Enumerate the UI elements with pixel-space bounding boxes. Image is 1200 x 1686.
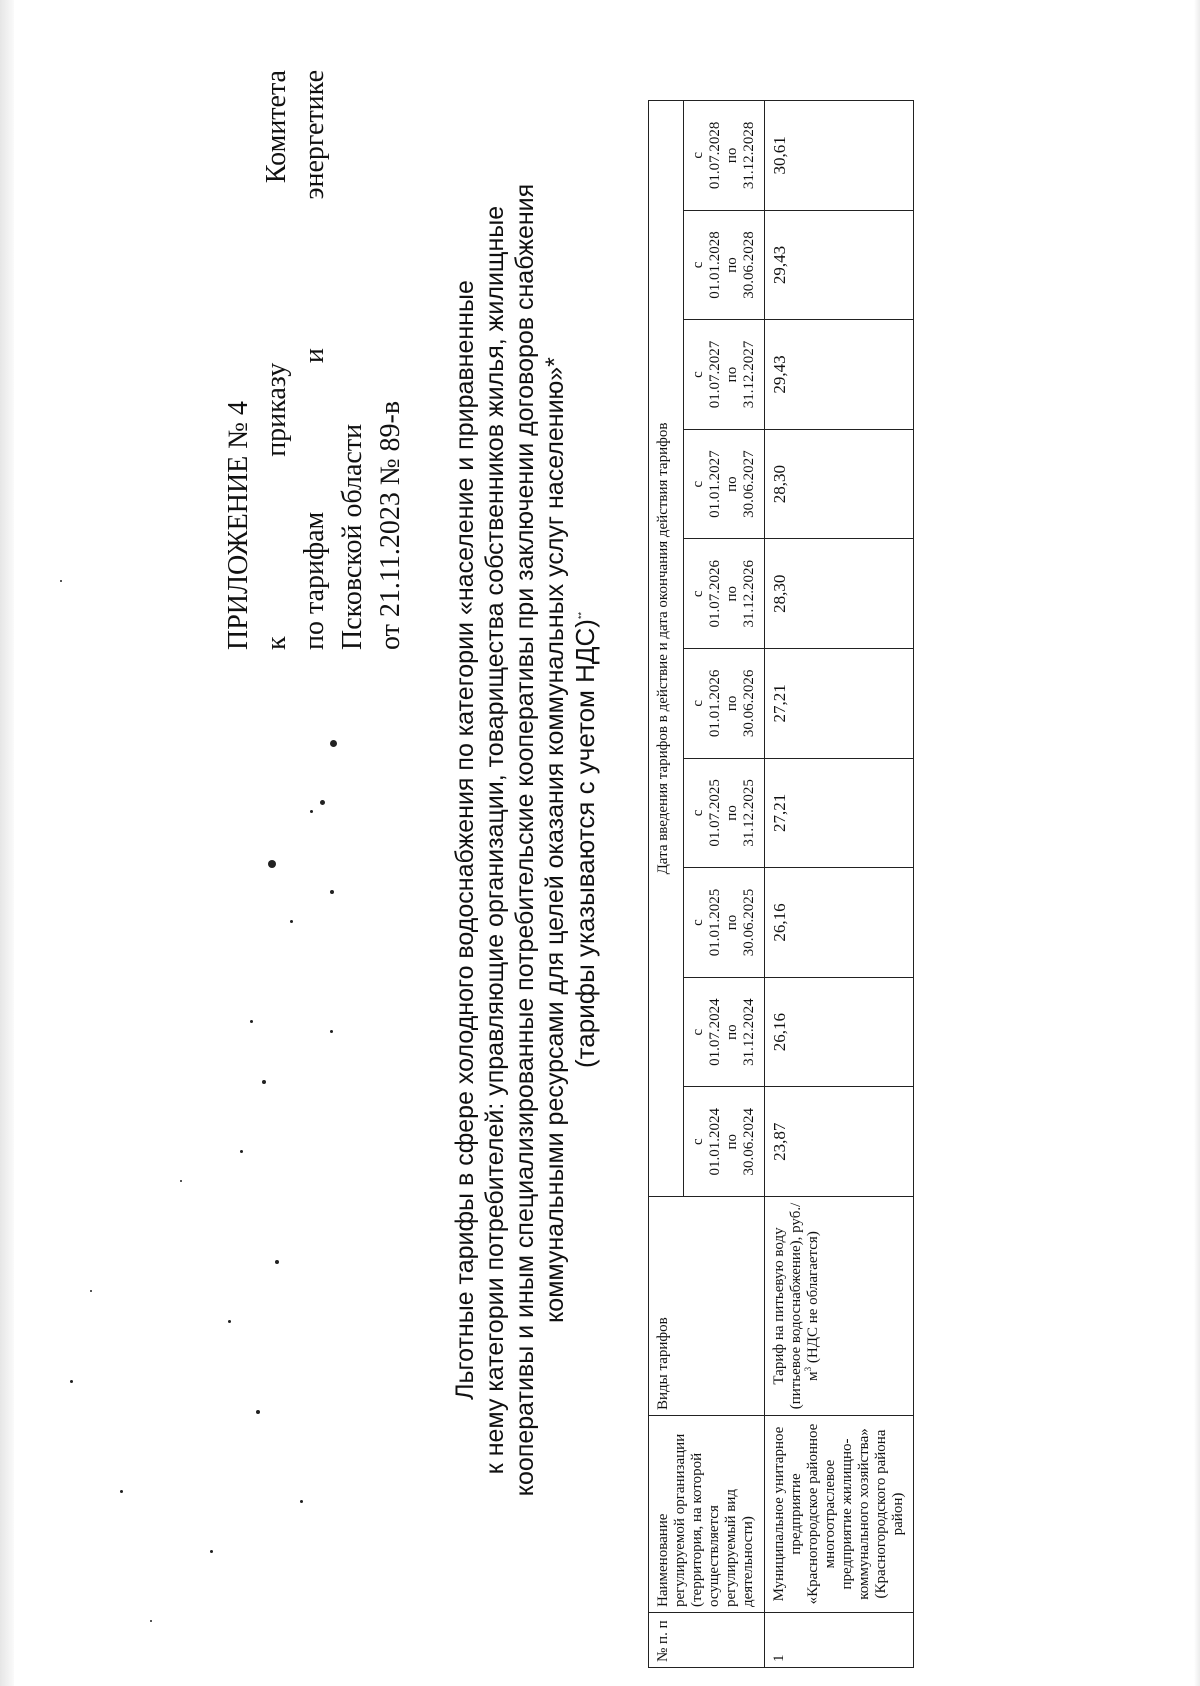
scan-speck [300, 1500, 303, 1503]
tariff-value: 28,30 [765, 539, 914, 649]
table-body [765, 101, 914, 1668]
scan-speck [275, 1260, 279, 1264]
scan-speck [210, 1550, 213, 1553]
scan-speck [60, 580, 62, 582]
vat-note-text: (тарифы указываются с учетом НДС) [570, 619, 600, 1068]
tariff-kind [765, 1197, 914, 1416]
period-from: 01.01.2027 [707, 450, 723, 518]
scan-speck [262, 1080, 266, 1084]
header-period [684, 539, 765, 649]
header-date-group: Дата введения тарифов в действие и дата окончания действия тарифов [649, 101, 684, 1197]
tariff-value: 26,16 [765, 868, 914, 978]
scan-speck [150, 1620, 152, 1622]
heading-line: кооперативы и иным специализированные потребительские кооперативы при заключении договоров снабжения [511, 183, 539, 1497]
scan-speck [90, 1290, 92, 1292]
header-period [684, 758, 765, 868]
scan-speck [228, 1320, 231, 1323]
tariff-value: 30,61 [765, 101, 914, 211]
scan-speck [290, 920, 293, 923]
period-to-word: по [724, 257, 740, 273]
period-to-word: по [724, 476, 740, 492]
tariff-value: 27,21 [765, 758, 914, 868]
table-row [765, 101, 914, 1668]
scan-speck [268, 860, 276, 868]
appendix-word: Комитета [261, 70, 292, 184]
period-to: 30.06.2024 [741, 1107, 757, 1176]
tariff-value: 29,43 [765, 320, 914, 430]
scan-speck [250, 1020, 253, 1023]
period-to-word: по [724, 914, 740, 931]
appendix-word: и [299, 348, 330, 364]
period-to-word: по [724, 695, 740, 712]
organization-name: Муниципальное унитарное предприятие «Красногородское районное многоотраслевое предприятие жилищно-коммунального хозяйства» (Красногородского района район) [765, 1416, 914, 1613]
period-to-word: по [724, 1133, 740, 1150]
vat-note-mark: ** [576, 612, 587, 620]
tariff-value: 28,30 [765, 429, 914, 539]
period-from-word: с [690, 1028, 706, 1036]
appendix-line-4: от 21.11.2023 № 89-в [375, 400, 406, 650]
period-to: 31.12.2028 [741, 121, 757, 190]
tariff-kind-vat: (НДС не облагается) [805, 1231, 821, 1367]
scan-speck [330, 1030, 333, 1033]
period-from-word: с [690, 1138, 706, 1146]
period-to-word: по [724, 1024, 740, 1040]
period-to: 31.12.2027 [741, 340, 757, 409]
period-to-word: по [724, 366, 740, 383]
rotated-page [20, 20, 1180, 1680]
header-organization: Наименование регулируемой организации (территория, на которой осуществляется регулируемый вид деятельности) [649, 1416, 765, 1613]
period-from-word: с [690, 261, 706, 269]
scan-left-edge [0, 0, 14, 1686]
period-from: 01.01.2024 [707, 1107, 723, 1176]
period-from: 01.07.2026 [707, 559, 723, 628]
header-period [684, 649, 765, 759]
period-from-word: с [690, 152, 706, 159]
period-from-word: с [690, 480, 706, 488]
scan-speck [240, 1150, 243, 1153]
heading-line: к нему категории потребителей: управляющие организации, товарищества собственников жилья, жилищные [481, 205, 509, 1475]
header-tariff-kind: Виды тарифов [649, 1197, 765, 1416]
appendix-block [220, 70, 410, 650]
scan-speck [330, 890, 334, 894]
period-to-word: по [724, 147, 740, 164]
appendix-line-2 [296, 70, 334, 650]
period-to: 30.06.2026 [741, 669, 757, 738]
scan-right-edge [1194, 0, 1200, 1686]
period-to-word: по [724, 805, 740, 821]
header-period [684, 429, 765, 539]
header-number: № п. п [649, 1613, 765, 1668]
tariff-kind-text: Тариф на питьевую воду (питьевое водоснабжение), руб./м [771, 1202, 821, 1410]
header-row-group [649, 101, 684, 1668]
period-from: 01.07.2028 [707, 121, 723, 190]
scan-speck [310, 810, 313, 813]
period-from-word: с [690, 809, 706, 817]
appendix-word: энергетике [299, 70, 330, 200]
period-to-word: по [724, 585, 740, 602]
header-period [684, 101, 765, 211]
appendix-word: к [261, 636, 292, 650]
period-to: 30.06.2027 [741, 450, 757, 518]
tariff-value: 27,21 [765, 649, 914, 759]
period-from-word: с [690, 919, 706, 926]
vat-note [570, 60, 600, 1620]
period-to: 31.12.2026 [741, 559, 757, 628]
scan-speck [256, 1410, 260, 1414]
tariff-kind-superscript: 3 [803, 1366, 813, 1372]
appendix-line-1 [258, 70, 296, 650]
period-to: 31.12.2024 [741, 998, 757, 1066]
period-from-word: с [690, 700, 706, 707]
period-from: 01.07.2027 [707, 340, 723, 409]
header-period [684, 210, 765, 320]
header-period [684, 977, 765, 1087]
period-to: 31.12.2025 [741, 779, 757, 847]
appendix-word: приказу [261, 362, 292, 457]
scan-speck [330, 740, 337, 747]
appendix-title: ПРИЛОЖЕНИЕ № 4 [223, 401, 254, 650]
period-to: 30.06.2028 [741, 231, 757, 299]
appendix-line-3: Псковской области [337, 423, 368, 650]
document-heading [450, 60, 600, 1620]
scan-speck [180, 1180, 182, 1182]
heading-line: коммунальными ресурсами для целей оказания коммунальных услуг населению»* [541, 357, 569, 1323]
heading-line: Льготные тарифы в сфере холодного водоснабжения по категории «население и приравненные [451, 280, 479, 1400]
row-number: 1 [765, 1613, 914, 1668]
period-from: 01.07.2024 [707, 998, 723, 1066]
header-period [684, 1087, 765, 1197]
scan-speck [320, 800, 325, 805]
header-period [684, 868, 765, 978]
tariff-value: 29,43 [765, 210, 914, 320]
period-from: 01.01.2028 [707, 231, 723, 299]
period-from-word: с [690, 371, 706, 378]
period-from: 01.07.2025 [707, 779, 723, 847]
appendix-word: по тарифам [299, 511, 330, 650]
period-from-word: с [690, 590, 706, 598]
scan-speck [120, 1490, 123, 1493]
header-period [684, 320, 765, 430]
tariff-table [648, 100, 914, 1668]
period-from: 01.01.2026 [707, 669, 723, 738]
period-from: 01.01.2025 [707, 888, 723, 957]
tariff-value: 26,16 [765, 977, 914, 1087]
scan-speck [70, 1380, 73, 1383]
tariff-value: 23,87 [765, 1087, 914, 1197]
period-to: 30.06.2025 [741, 888, 757, 957]
